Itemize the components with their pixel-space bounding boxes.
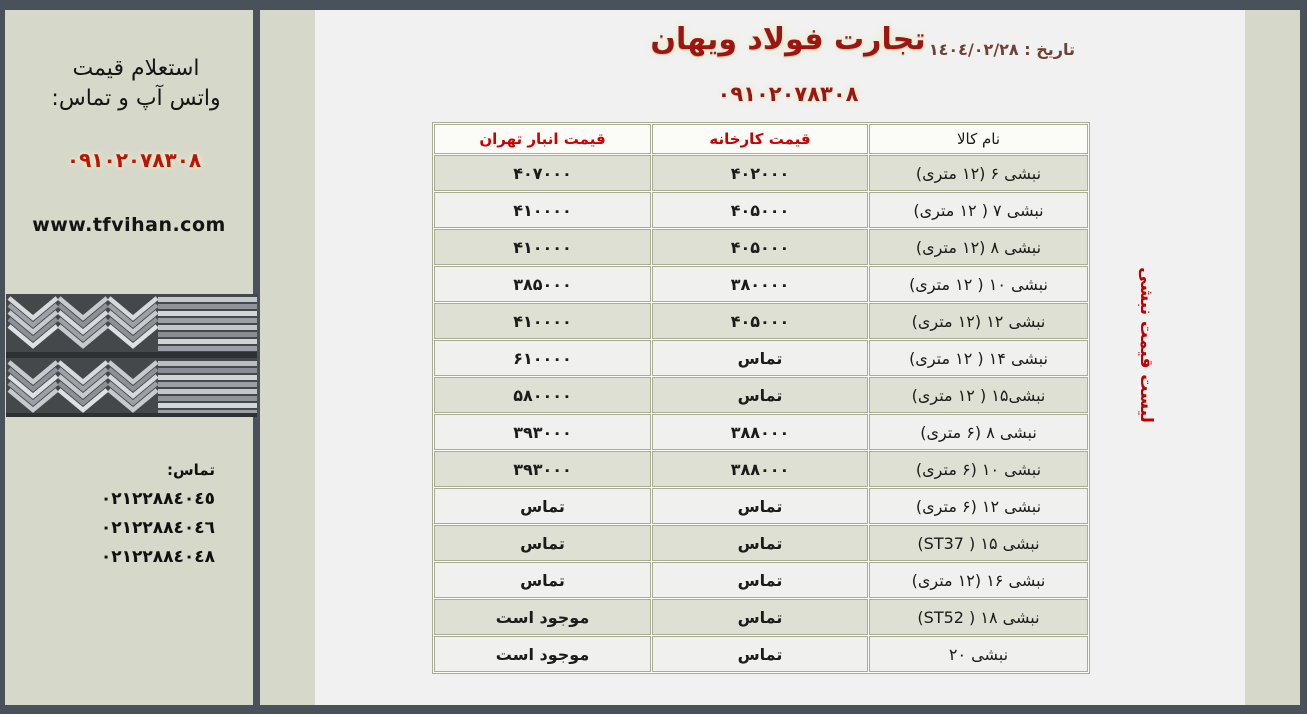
company-phone: ۰۹۱۰۲۰۷۸۳۰۸ [717, 82, 859, 106]
table-row [434, 229, 1088, 265]
contact-number-2: ٠٢١٢٢٨٨٤٠٤٦ [100, 518, 215, 538]
table-row [434, 414, 1088, 450]
price-inquiry-text [5, 54, 253, 113]
header-warehouse-price: قیمت انبار تهران [434, 124, 651, 154]
cell-warehouse: ۴۱۰۰۰۰ [434, 192, 651, 228]
table-row [434, 562, 1088, 598]
table-row [434, 377, 1088, 413]
header-factory-price: قیمت کارخانه [652, 124, 868, 154]
table-row [434, 451, 1088, 487]
cell-factory: ۴۰۵۰۰۰ [652, 303, 868, 339]
cell-product: نبشی ۱۴ ( ۱۲ متری) [869, 340, 1088, 376]
header-product-name: نام کالا [869, 124, 1088, 154]
table-row [434, 599, 1088, 635]
contact-number-1: ٠٢١٢٢٨٨٤٠٤٥ [100, 489, 215, 509]
table-row [434, 488, 1088, 524]
cell-product: نبشی ۱۵ ( ST37) [869, 525, 1088, 561]
cell-warehouse: موجود است [434, 636, 651, 672]
cell-warehouse: تماس [434, 488, 651, 524]
frame-top-bar [0, 0, 1307, 10]
sidebar [5, 10, 253, 705]
date-label: تاریخ : ١٤٠٤/٠٢/٢٨ [928, 40, 1075, 59]
cell-product: نبشی ۱۲ (۶ متری) [869, 488, 1088, 524]
price-inquiry-line2: واتس آپ و تماس: [51, 85, 221, 111]
cell-product: نبشی ۸ (۶ متری) [869, 414, 1088, 450]
steel-angle-bars-image [6, 294, 257, 417]
contact-section [5, 456, 253, 572]
cell-product: نبشی ۷ ( ۱۲ متری) [869, 192, 1088, 228]
cell-factory: تماس [652, 599, 868, 635]
cell-warehouse: ۳۸۵۰۰۰ [434, 266, 651, 302]
cell-warehouse: ۴۱۰۰۰۰ [434, 303, 651, 339]
website-url: www.tfvihan.com [32, 214, 226, 236]
main-panel [315, 10, 1245, 705]
cell-factory: ۳۸۸۰۰۰ [652, 451, 868, 487]
cell-factory: ۳۸۸۰۰۰ [652, 414, 868, 450]
cell-factory: ۴۰۵۰۰۰ [652, 229, 868, 265]
cell-factory: ۴۰۵۰۰۰ [652, 192, 868, 228]
company-title: تجارت فولاد ویهان [650, 22, 926, 57]
table-row [434, 303, 1088, 339]
contact-label: تماس: [166, 461, 215, 479]
cell-product: نبشی ۶ (۱۲ متری) [869, 155, 1088, 191]
cell-warehouse: تماس [434, 525, 651, 561]
cell-warehouse: ۴۰۷۰۰۰ [434, 155, 651, 191]
cell-product: نبشی ۱۲ (۱۲ متری) [869, 303, 1088, 339]
cell-product: نبشی ۱۸ ( ST52) [869, 599, 1088, 635]
table-row [434, 155, 1088, 191]
cell-factory: تماس [652, 636, 868, 672]
table-row [434, 525, 1088, 561]
price-inquiry-line1: استعلام قیمت [72, 56, 200, 81]
cell-factory: تماس [652, 562, 868, 598]
vertical-list-title: لیست قیمت نبشی [1136, 267, 1156, 423]
table-header-row [434, 124, 1088, 154]
cell-product: نبشی ۱۶ (۱۲ متری) [869, 562, 1088, 598]
cell-factory: ۳۸۰۰۰۰ [652, 266, 868, 302]
cell-factory: تماس [652, 525, 868, 561]
frame-bottom-bar [0, 705, 1307, 714]
cell-product: نبشی۱۵ ( ۱۲ متری) [869, 377, 1088, 413]
cell-factory: تماس [652, 488, 868, 524]
cell-product: نبشی ۱۰ ( ۱۲ متری) [869, 266, 1088, 302]
cell-factory: تماس [652, 377, 868, 413]
cell-warehouse: ۶۱۰۰۰۰ [434, 340, 651, 376]
cell-warehouse: ۵۸۰۰۰۰ [434, 377, 651, 413]
cell-product: نبشی ۸ (۱۲ متری) [869, 229, 1088, 265]
cell-warehouse: ۳۹۳۰۰۰ [434, 414, 651, 450]
price-table-body [434, 155, 1088, 672]
price-table [432, 122, 1090, 674]
table-row [434, 192, 1088, 228]
cell-product: نبشی ۲۰ [869, 636, 1088, 672]
table-row [434, 266, 1088, 302]
cell-product: نبشی ۱۰ (۶ متری) [869, 451, 1088, 487]
table-row [434, 340, 1088, 376]
price-table-wrap [432, 122, 1090, 674]
contact-number-3: ٠٢١٢٢٨٨٤٠٤٨ [100, 547, 215, 567]
cell-warehouse: موجود است [434, 599, 651, 635]
table-row [434, 636, 1088, 672]
whatsapp-phone-number: ۰۹۱۰۲۰۷۸۳۰۸ [66, 148, 202, 172]
cell-warehouse: ۳۹۳۰۰۰ [434, 451, 651, 487]
cell-factory: تماس [652, 340, 868, 376]
cell-warehouse: تماس [434, 562, 651, 598]
cell-warehouse: ۴۱۰۰۰۰ [434, 229, 651, 265]
cell-factory: ۴۰۲۰۰۰ [652, 155, 868, 191]
frame-right-bar [1300, 0, 1307, 714]
